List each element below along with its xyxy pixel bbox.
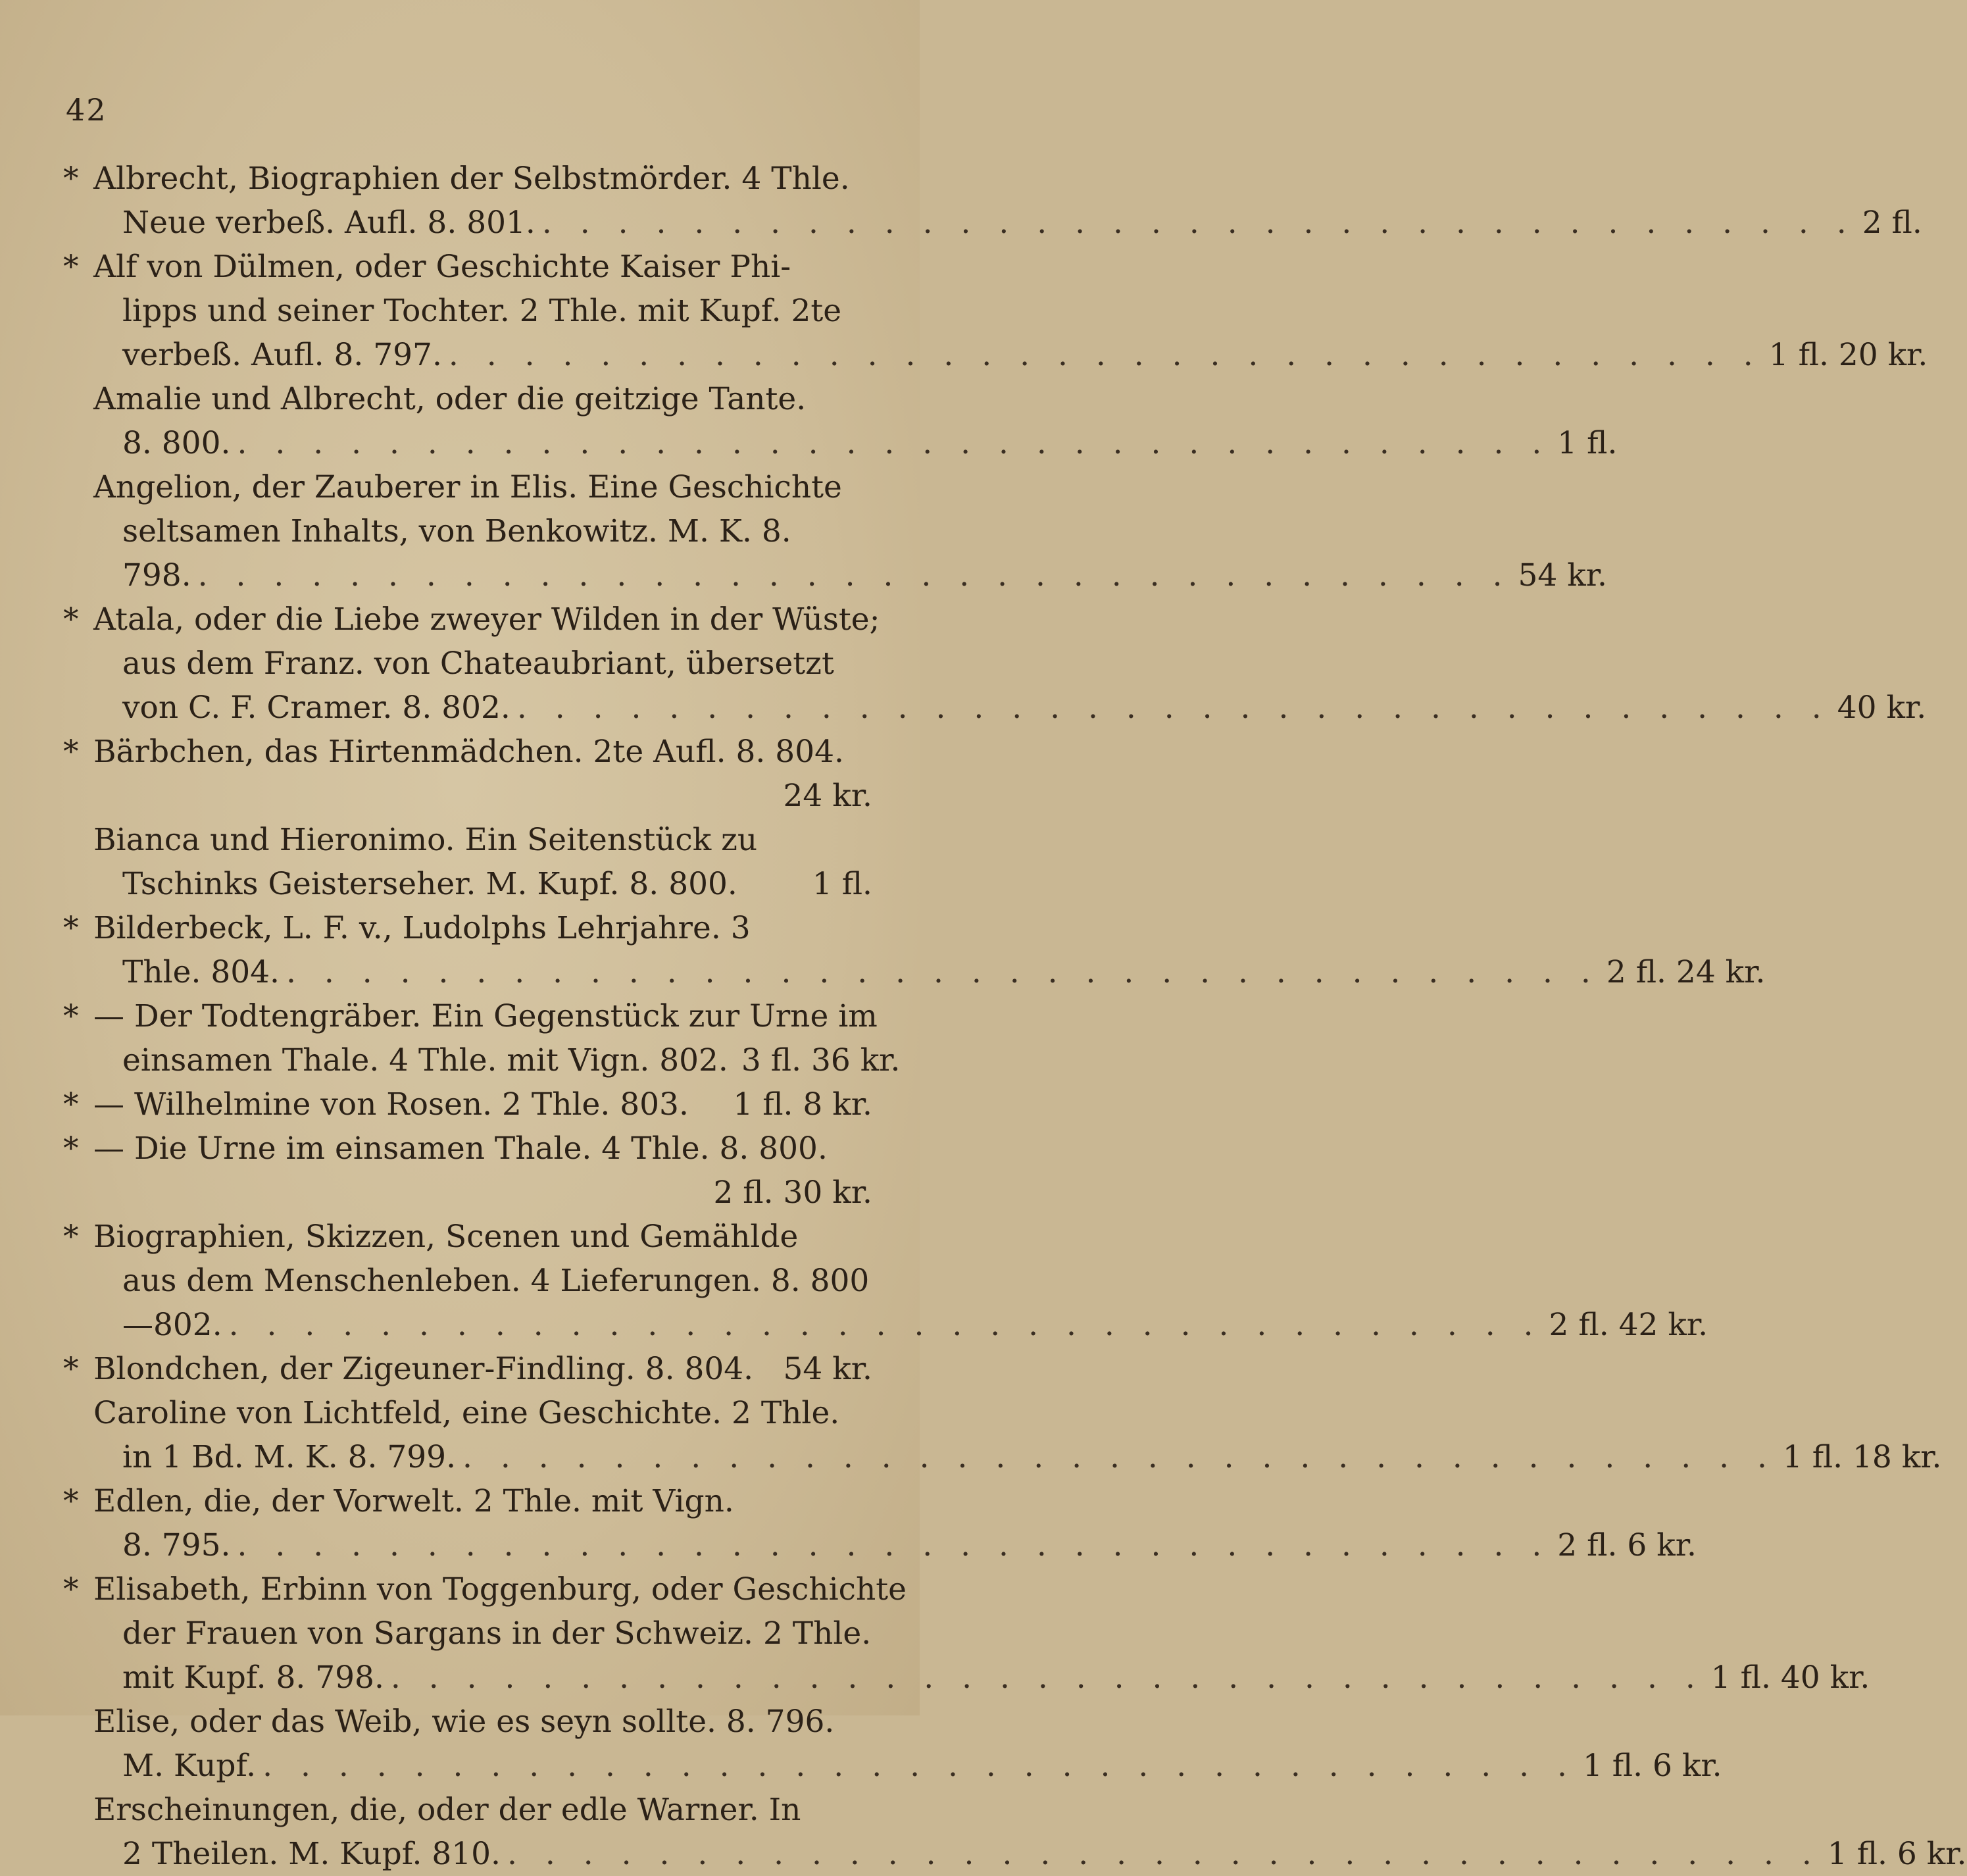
- leader-dots: . . . . . . . . . . . . . . . . . . . . . . . . . . . . . . . . . . .: [228, 1307, 1543, 1343]
- entry-text: 2 Theilen. M. Kupf. 810.: [122, 1836, 501, 1872]
- entry-line: [93, 509, 872, 553]
- entry-text: Biographien, Skizzen, Scenen und Gemählde: [93, 1219, 799, 1255]
- entry-line: [93, 377, 872, 421]
- leader-dots: . . . . . . . . . . . . . . . . . . . . . . . . . . . . . . . . . . .: [237, 425, 1551, 461]
- entry-text: Elisabeth, Erbinn von Toggenburg, oder Geschichte: [93, 1571, 907, 1608]
- entry-price: 2 fl.: [1862, 205, 1922, 241]
- entry-text: Thle. 804.: [122, 954, 280, 990]
- catalog-entry: [63, 465, 1607, 597]
- entry-text: Bilderbeck, L. F. v., Ludolphs Lehrjahre. 3: [93, 910, 751, 946]
- entry-mark: *: [63, 1483, 79, 1519]
- entry-line: [93, 1347, 872, 1391]
- entry-text: M. Kupf.: [122, 1748, 257, 1784]
- leader-dots: . . . . . . . . . . . . . . . . . . . . . . . . . . . . . . . . . . .: [286, 954, 1600, 990]
- entry-line: [93, 1611, 872, 1656]
- entry-line: [93, 686, 1927, 730]
- entry-line: [93, 1215, 872, 1259]
- entry-mark: *: [63, 998, 79, 1034]
- leader-dots: . . . . . . . . . . . . . . . . . . . . . . . . . . . . . . . . . . .: [237, 1527, 1551, 1563]
- entry-mark: *: [63, 161, 79, 197]
- entry-price: 1 fl. 6 kr.: [1582, 1748, 1722, 1784]
- entry-text: Alf von Dülmen, oder Geschichte Kaiser Phi-: [93, 249, 791, 285]
- entry-price: 1 fl. 40 kr.: [1710, 1660, 1870, 1696]
- entry-line: [93, 1788, 872, 1832]
- entry-text: Bianca und Hieronimo. Ein Seitenstück zu: [93, 822, 758, 858]
- entry-mark: *: [63, 1571, 79, 1608]
- entry-line: [93, 1391, 872, 1435]
- entry-line: [93, 1435, 1942, 1479]
- entry-line: [93, 421, 1618, 465]
- entry-price: 2 fl. 6 kr.: [1557, 1527, 1697, 1563]
- catalog-entry: [63, 1391, 1942, 1479]
- entry-price: 40 kr.: [1837, 690, 1927, 726]
- entry-price: 1 fl. 20 kr.: [1768, 337, 1928, 373]
- entry-line: [93, 950, 1766, 994]
- entry-line: [93, 553, 1607, 597]
- entry-price: 2 fl. 30 kr.: [713, 1175, 872, 1211]
- entry-price: 1 fl. 6 kr.: [1827, 1836, 1967, 1872]
- entry-text: — Wilhelmine von Rosen. 2 Thle. 803.: [93, 1086, 689, 1123]
- entry-mark: *: [63, 1086, 79, 1123]
- catalog-entry: [63, 245, 1928, 377]
- entry-line: [93, 906, 872, 950]
- catalog-entry: [63, 157, 1922, 245]
- entry-price: 54 kr.: [1518, 557, 1607, 594]
- entry-mark: *: [63, 734, 79, 770]
- entry-text: Albrecht, Biographien der Selbstmörder. 4 Thle.: [93, 161, 850, 197]
- entry-text: Erscheinungen, die, oder der edle Warner. In: [93, 1792, 801, 1828]
- entry-text: —802.: [122, 1307, 222, 1343]
- entry-line: [93, 642, 872, 686]
- entry-text: in 1 Bd. M. K. 8. 799.: [122, 1439, 457, 1475]
- entry-line: [93, 818, 872, 862]
- entry-price: 2 fl. 24 kr.: [1606, 954, 1766, 990]
- entry-price: 1 fl. 18 kr.: [1782, 1439, 1942, 1475]
- entry-line: [93, 465, 872, 509]
- leader-dots: . . . . . . . . . . . . . . . . . . . . . . . . . . . . . . . . . . .: [516, 690, 1831, 726]
- catalog-entry: [63, 597, 1927, 730]
- catalog-entry: [63, 818, 872, 906]
- entry-mark: *: [63, 249, 79, 285]
- entry-price: 1 fl.: [1557, 425, 1618, 461]
- entry-line: [93, 1127, 872, 1171]
- entry-line: [93, 201, 1922, 245]
- entry-line: [93, 1744, 1722, 1788]
- entry-line: [93, 994, 878, 1038]
- catalog-entry: [63, 1127, 872, 1215]
- catalog-entry: [63, 1479, 1697, 1567]
- entry-line: [93, 730, 872, 774]
- entry-line: [93, 1832, 1967, 1876]
- entry-line: [93, 1700, 872, 1744]
- catalog-entry: [63, 906, 1766, 994]
- entry-text: Tschinks Geisterseher. M. Kupf. 8. 800.: [122, 866, 737, 902]
- entry-text: 8. 800.: [122, 425, 231, 461]
- entry-line: [93, 333, 1928, 377]
- entry-price: 54 kr.: [783, 1351, 872, 1387]
- entry-line: [93, 1523, 1697, 1567]
- page-number: 42: [66, 92, 107, 128]
- entry-text: Neue verbeß. Aufl. 8. 801.: [122, 205, 535, 241]
- catalog-entry: [63, 994, 901, 1082]
- entry-price: 2 fl. 42 kr.: [1549, 1307, 1708, 1343]
- entry-text: — Der Todtengräber. Ein Gegenstück zur Urne im: [93, 998, 878, 1034]
- entry-price: 3 fl. 36 kr.: [741, 1042, 901, 1078]
- entry-text: lipps und seiner Tochter. 2 Thle. mit Kupf. 2te: [122, 293, 842, 329]
- entry-price: 24 kr.: [783, 778, 872, 814]
- entry-text: Blondchen, der Zigeuner-Findling. 8. 804.: [93, 1351, 754, 1387]
- entry-text: seltsamen Inhalts, von Benkowitz. M. K. 8.: [122, 513, 791, 549]
- entry-text: aus dem Menschenleben. 4 Lieferungen. 8. 800: [122, 1263, 870, 1299]
- entry-mark: *: [63, 1351, 79, 1387]
- entry-text: mit Kupf. 8. 798.: [122, 1660, 384, 1696]
- catalog-entry: [63, 730, 872, 818]
- entry-line: [93, 245, 872, 289]
- entry-line: [93, 1303, 1708, 1347]
- entry-text: aus dem Franz. von Chateaubriant, übersetzt: [122, 646, 834, 682]
- entry-mark: *: [63, 910, 79, 946]
- entry-mark: *: [63, 601, 79, 638]
- entry-line: [93, 597, 880, 642]
- leader-dots: . . . . . . . . . . . . . . . . . . . . . . . . . . . . . . . . . . .: [197, 557, 1512, 594]
- entry-text: der Frauen von Sargans in der Schweiz. 2 Thle.: [122, 1615, 872, 1652]
- catalog-entry: [63, 1567, 1870, 1700]
- catalog-entry: [63, 1700, 1722, 1788]
- entry-text: 798.: [122, 557, 191, 594]
- leader-dots: . . . . . . . . . . . . . . . . . . . . . . . . . . . . . . . . . . .: [262, 1748, 1576, 1784]
- catalog-entry: [63, 1215, 1708, 1347]
- entry-mark: *: [63, 1130, 79, 1167]
- catalog-entry: [63, 377, 1618, 465]
- catalog-entry: [63, 1082, 872, 1127]
- entry-price: 1 fl.: [812, 866, 872, 902]
- entry-line: [93, 1567, 907, 1611]
- entry-text: Caroline von Lichtfeld, eine Geschichte. 2 Thle.: [93, 1395, 840, 1431]
- entry-price: 1 fl. 8 kr.: [733, 1086, 872, 1123]
- entry-line: [93, 1479, 872, 1523]
- entry-text: 8. 795.: [122, 1527, 231, 1563]
- catalog-list: [63, 157, 1967, 1876]
- entry-text: verbeß. Aufl. 8. 797.: [122, 337, 442, 373]
- entry-text: von C. F. Cramer. 8. 802.: [122, 690, 510, 726]
- entry-text: Angelion, der Zauberer in Elis. Eine Geschichte: [93, 469, 842, 505]
- leader-dots: . . . . . . . . . . . . . . . . . . . . . . . . . . . . . . . . . . .: [541, 205, 1856, 241]
- catalog-entry: [63, 1788, 1967, 1876]
- entry-line: [93, 157, 872, 201]
- leader-dots: . . . . . . . . . . . . . . . . . . . . . . . . . . . . . . . . . . .: [390, 1660, 1705, 1696]
- entry-line: [93, 1038, 901, 1082]
- entry-line: [93, 1259, 872, 1303]
- leader-dots: . . . . . . . . . . . . . . . . . . . . . . . . . . . . . . . . . . .: [462, 1439, 1776, 1475]
- entry-line: [93, 1082, 872, 1127]
- catalog-entry: [63, 1347, 872, 1391]
- entry-text: Atala, oder die Liebe zweyer Wilden in der Wüste;: [93, 601, 880, 638]
- entry-line: [93, 289, 872, 333]
- leader-dots: . . . . . . . . . . . . . . . . . . . . . . . . . . . . . . . . . . .: [507, 1836, 1821, 1872]
- entry-text: Elise, oder das Weib, wie es seyn sollte. 8. 796.: [93, 1704, 835, 1740]
- entry-line: [93, 1656, 1870, 1700]
- entry-text: einsamen Thale. 4 Thle. mit Vign. 802.: [122, 1042, 728, 1078]
- leader-dots: . . . . . . . . . . . . . . . . . . . . . . . . . . . . . . . . . . .: [448, 337, 1762, 373]
- entry-mark: *: [63, 1219, 79, 1255]
- entry-text: — Die Urne im einsamen Thale. 4 Thle. 8. 800.: [93, 1130, 828, 1167]
- entry-text: Bärbchen, das Hirtenmädchen. 2te Aufl. 8. 804.: [93, 734, 844, 770]
- entry-line: [93, 862, 872, 906]
- entry-text: Amalie und Albrecht, oder die geitzige Tante.: [93, 381, 807, 417]
- entry-text: Edlen, die, der Vorwelt. 2 Thle. mit Vign.: [93, 1483, 734, 1519]
